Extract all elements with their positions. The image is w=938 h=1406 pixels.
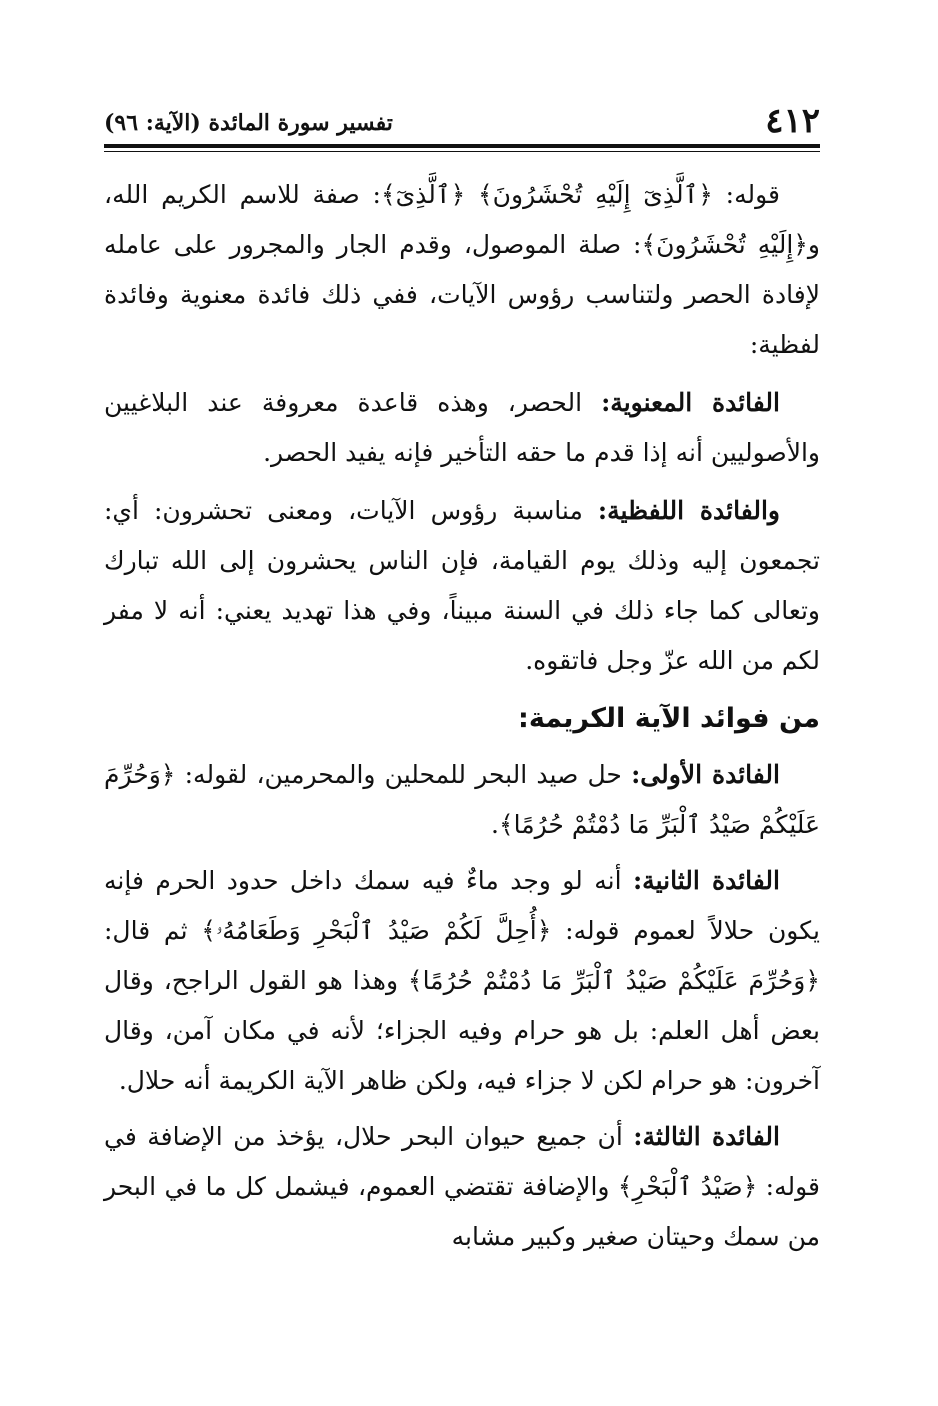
- benefit-lead: الفائدة الثانية:: [632, 866, 780, 895]
- benefit-lead: الفائدة الأولى:: [631, 760, 780, 789]
- page-number: ٤١٢: [765, 101, 820, 141]
- benefit-text: أنه لو وجد ماءٌ فيه سمك داخل حدود الحرم فإنه يكون حلالاً لعموم قوله: ﴿أُحِلَّ لَكُمْ صَيْدُ ٱلْبَحْرِ وَطَعَامُهُۥ﴾ ثم قال: ﴿وَحُرِّمَ عَلَيْكُمْ صَيْدُ ٱلْبَرِّ مَا دُمْتُمْ حُرُمًا﴾ وهذا هو القول الراجح، وقال بعض أهل العلم: بل هو حرام وفيه الجزاء؛ لأنه في مكان آمن، وقال آخرون: هو حرام لكن لا جزاء فيه، ولكن ظاهر الآية الكريمة أنه حلال.: [104, 866, 820, 1095]
- paragraph-lead: الفائدة المعنوية:: [601, 388, 780, 417]
- paragraph-text: الحصر، وهذه قاعدة معروفة عند البلاغيين والأصوليين أنه إذا قدم ما حقه التأخير فإنه يفيد الحصر.: [104, 388, 820, 467]
- benefit-text: أن جميع حيوان البحر حلال، يؤخذ من الإضافة في قوله: ﴿صَيْدُ ٱلْبَحْرِ﴾ والإضافة تقتضي العموم، فيشمل كل ما في البحر من سمك وحيتان صغير وكبير مشابه: [104, 1122, 820, 1251]
- paragraph-verbal-benefit: [104, 486, 820, 686]
- benefit-third: [104, 1112, 820, 1262]
- header-rule-thin: [104, 151, 820, 152]
- paragraph-semantic-benefit: [104, 378, 820, 478]
- benefit-first: [104, 750, 820, 850]
- header-rule-thick: [104, 144, 820, 148]
- page-header: [104, 92, 820, 141]
- running-title: تفسير سورة المائدة (الآية: ٩٦): [104, 110, 393, 136]
- paragraph-lead: والفائدة اللفظية:: [597, 496, 781, 525]
- paragraph-text: مناسبة رؤوس الآيات، ومعنى تحشرون: أي: تجمعون إليه وذلك يوم القيامة، فإن الناس يحشرون إلى الله تبارك وتعالى كما جاء ذلك في السنة مبيناً، وفي هذا تهديد يعني: أنه لا مفر لكم من الله عزّ وجل فاتقوه.: [104, 496, 820, 675]
- benefit-second: [104, 856, 820, 1106]
- section-heading: من فوائد الآية الكريمة:: [518, 703, 820, 734]
- benefit-text: حل صيد البحر للمحلين والمحرمين، لقوله: ﴿وَحُرِّمَ عَلَيْكُمْ صَيْدُ ٱلْبَرِّ مَا دُمْتُمْ حُرُمًا﴾.: [104, 760, 820, 839]
- paragraph-intro: [104, 170, 820, 370]
- paragraph-intro-text: قوله: ﴿ٱلَّذِىٓ إِلَيْهِ تُحْشَرُونَ﴾ ﴿ٱلَّذِىٓ﴾: صفة للاسم الكريم الله، و﴿إِلَيْهِ تُحْشَرُونَ﴾: صلة الموصول، وقدم الجار والمجرور على عامله لإفادة الحصر ولتناسب رؤوس الآيات، ففي ذلك فائدة معنوية وفائدة لفظية:: [104, 180, 820, 359]
- benefit-lead: الفائدة الثالثة:: [633, 1122, 780, 1151]
- page-body: [104, 170, 820, 1262]
